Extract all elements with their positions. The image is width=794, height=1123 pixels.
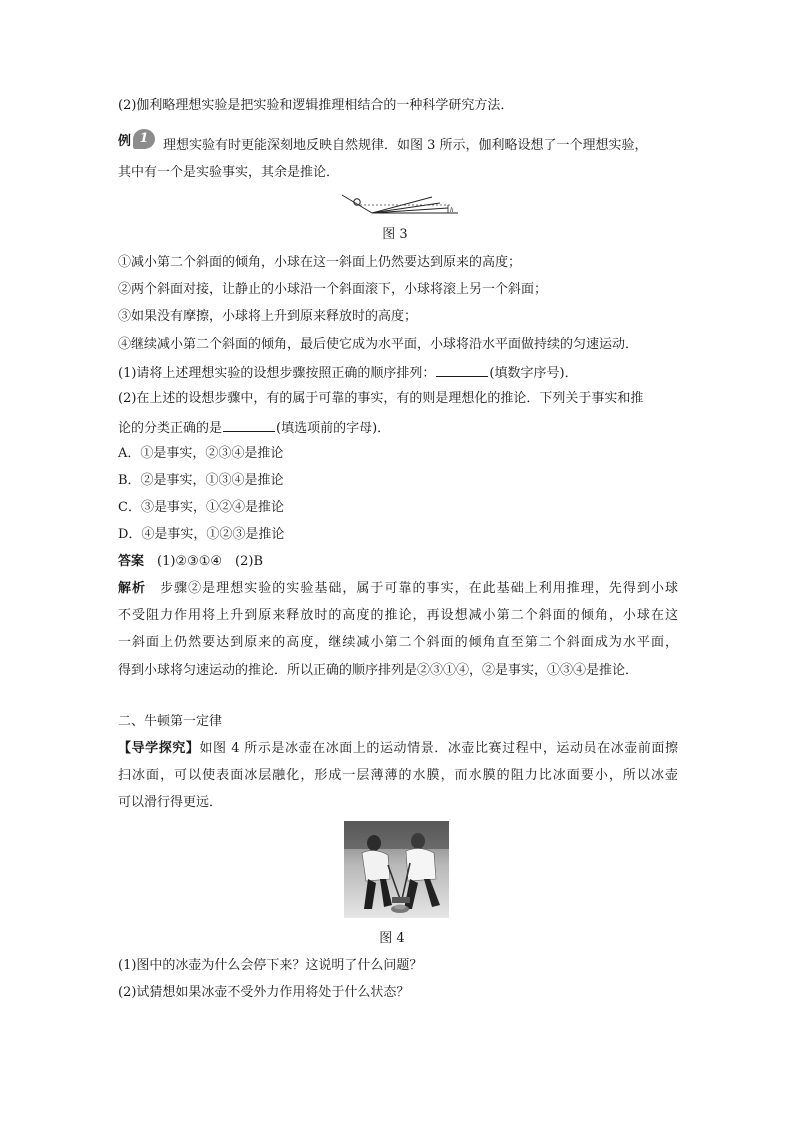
question-item: (1)图中的冰壶为什么会停下来？这说明了什么问题？ xyxy=(118,958,423,973)
left-incline xyxy=(342,195,372,213)
analysis-line3: 一斜面上仍然要达到原来的高度，继续减小第二个斜面的倾角直至第二个斜面成为水平面， xyxy=(118,635,678,650)
option-d: D．④是事实，①②③是推论 xyxy=(118,527,285,542)
guide-label: 【导学探究】 xyxy=(118,741,200,756)
intro-text: (2)伽利略理想实验是把实验和逻辑推理相结合的一种科学研究方法． xyxy=(118,98,514,113)
guide-line2: 扫冰面，可以使表面冰层融化，形成一层薄薄的水膜，而水膜的阻力比冰面要小，所以冰壶 xyxy=(118,768,678,783)
step-item: ③如果没有摩擦，小球将上升到原来释放时的高度； xyxy=(118,309,418,324)
answer-line xyxy=(118,553,263,571)
question-1-suffix: (填数字序号)． xyxy=(489,366,578,381)
right-incline-shallow xyxy=(372,208,448,213)
analysis-line4: 得到小球将匀速运动的推论．所以正确的顺序排列是②③①④，②是事实，①③④是推论． xyxy=(118,663,639,678)
question-2-text: 论的分类正确的是 xyxy=(118,421,223,436)
curling-photo xyxy=(344,821,449,918)
curling-photo-drawing xyxy=(344,821,449,918)
figure-4-caption: 图 4 xyxy=(379,931,405,946)
question-2-line1: (2)在上述的设想步骤中，有的属于可靠的事实，有的则是理想化的推论．下列关于事实和推 xyxy=(118,391,644,406)
example-number: 1 xyxy=(133,129,155,149)
option-a: A．①是事实，②③④是推论 xyxy=(118,446,284,461)
section-heading: 二、牛顿第一定律 xyxy=(118,714,223,729)
analysis-line1 xyxy=(118,580,678,598)
guide-text: 如图 4 所示是冰壶在冰面上的运动情景．冰壶比赛过程中，运动员在冰壶前面擦 xyxy=(199,741,678,756)
step-item: ②两个斜面对接，让静止的小球沿一个斜面滚下，小球将滚上另一个斜面； xyxy=(118,282,548,297)
step-item: ④继续减小第二个斜面的倾角，最后使它成为水平面，小球将沿水平面做持续的匀速运动． xyxy=(118,337,639,352)
answer-text: (1)②③①④ (2)B xyxy=(157,554,264,569)
guide-line1 xyxy=(118,740,678,758)
figure-3-diagram xyxy=(340,191,460,219)
option-c: C．③是事实，①②④是推论 xyxy=(118,500,284,515)
guide-line3: 可以滑行得更远． xyxy=(118,795,223,810)
answer-label: 答案 xyxy=(118,554,145,569)
answer-blank xyxy=(436,363,488,377)
answer-blank xyxy=(223,418,275,432)
height-label: h xyxy=(450,206,454,214)
option-b: B．②是事实，①③④是推论 xyxy=(118,473,284,488)
analysis-label: 解析 xyxy=(118,581,147,596)
step-item: ①减小第二个斜面的倾角，小球在这一斜面上仍然要达到原来的高度； xyxy=(118,255,522,270)
question-1-text: (1)请将上述理想实验的设想步骤按照正确的顺序排列： xyxy=(118,366,436,381)
question-2-suffix: (填选项前的字母)． xyxy=(276,421,391,436)
question-1 xyxy=(118,363,578,383)
example-text-line1: 理想实验有时更能深刻地反映自然规律．如图 3 所示，伽利略设想了一个理想实验， xyxy=(163,138,648,153)
question-2-line2 xyxy=(118,418,390,438)
example-badge xyxy=(118,129,155,149)
figure-3-caption: 图 3 xyxy=(382,227,408,242)
example-label: 例 xyxy=(118,133,132,149)
analysis-line2: 不受阻力作用将上升到原来释放时的高度的推论，再设想减小第二个斜面的倾角，小球在这 xyxy=(118,608,678,623)
analysis-text: 步骤②是理想实验的实验基础，属于可靠的事实，在此基础上利用推理，先得到小球 xyxy=(159,581,678,596)
question-item: (2)试猜想如果冰壶不受外力作用将处于什么状态？ xyxy=(118,985,410,1000)
example-text-line2: 其中有一个是实验事实，其余是推论． xyxy=(118,165,340,180)
right-incline-medium xyxy=(372,203,440,213)
